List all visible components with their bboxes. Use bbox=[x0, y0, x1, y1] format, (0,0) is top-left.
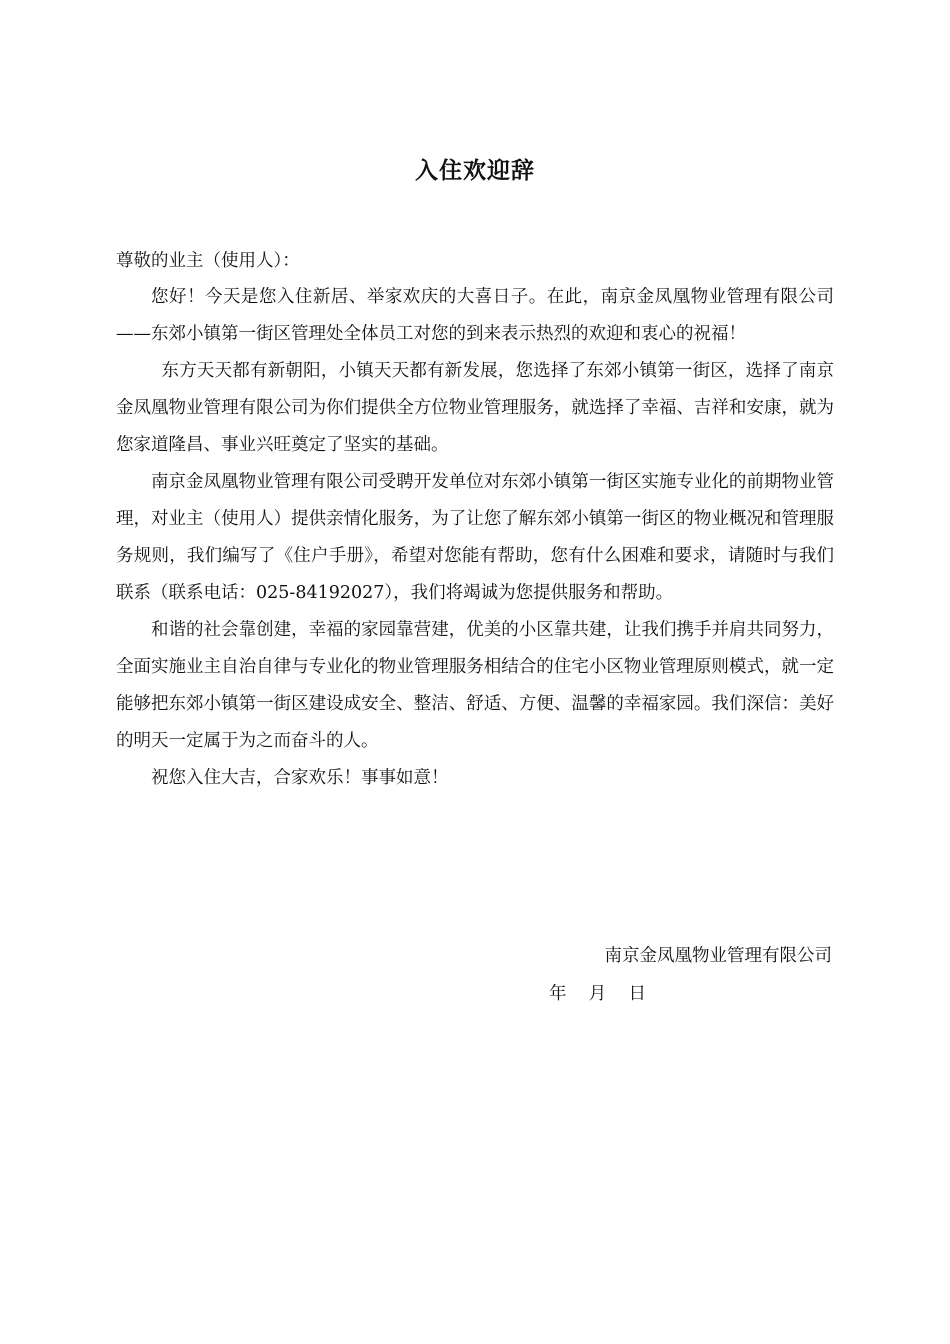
letter-body bbox=[116, 243, 834, 797]
salutation: 尊敬的业主（使用人）： bbox=[116, 251, 300, 271]
paragraph-choice: 东方天天都有新朝阳，小镇天天都有新发展，您选择了东郊小镇第一街区，选择了南京金凤凰物业管理有限公司为你们提供全方位物业管理服务，就选择了幸福、吉祥和安康，就为您家道隆昌、事业兴旺奠定了坚实的基础。 bbox=[116, 361, 834, 455]
paragraph-closing-wish: 祝您入住大吉，合家欢乐！事事如意！ bbox=[151, 768, 449, 788]
signature-company: 南京金凤凰物业管理有限公司 bbox=[604, 946, 832, 966]
paragraph-greeting: 您好！今天是您入住新居、举家欢庆的大喜日子。在此，南京金凤凰物业管理有限公司——东郊小镇第一街区管理处全体员工对您的到来表示热烈的欢迎和衷心的祝福！ bbox=[116, 287, 834, 344]
paragraph-service: 南京金凤凰物业管理有限公司受聘开发单位对东郊小镇第一街区实施专业化的前期物业管理，对业主（使用人）提供亲情化服务，为了让您了解东郊小镇第一街区的物业概况和管理服务规则，我们编写了《住户手册》，希望对您能有帮助，您有什么困难和要求，请随时与我们联系（联系电话：025-84192027），我们将竭诚为您提供服务和帮助。 bbox=[116, 472, 834, 603]
date-line: 年 月 日 bbox=[549, 984, 647, 1004]
document-title: 入住欢迎辞 bbox=[415, 157, 535, 184]
paragraph-community: 和谐的社会靠创建，幸福的家园靠营建，优美的小区靠共建，让我们携手并肩共同努力，全面实施业主自治自律与专业化的物业管理服务相结合的住宅小区物业管理原则模式，就一定能够把东郊小镇第一街区建设成安全、整洁、舒适、方便、温馨的幸福家园。我们深信：美好的明天一定属于为之而奋斗的人。 bbox=[116, 620, 834, 751]
